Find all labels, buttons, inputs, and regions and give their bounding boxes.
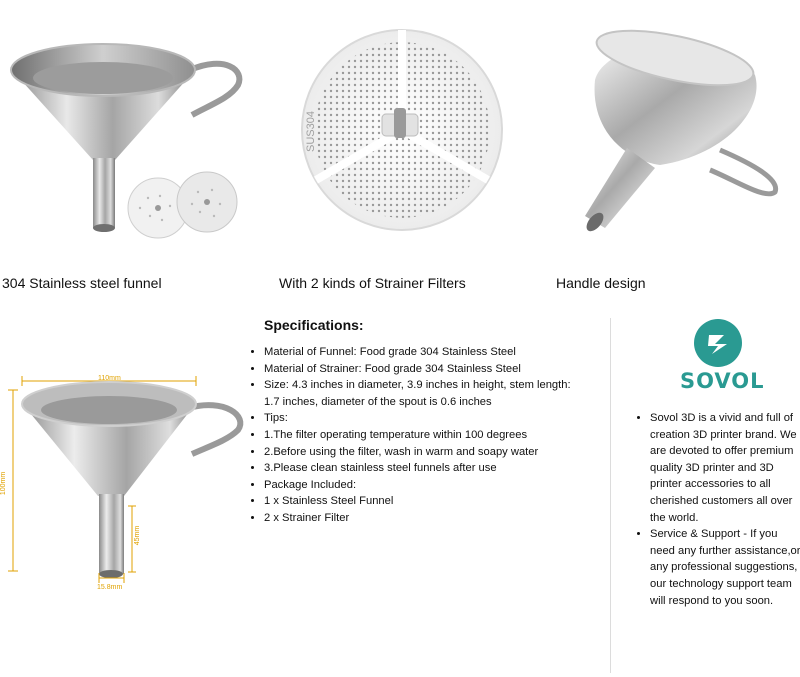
spec-item: • 3.Please clean stainless steel funnels after use: [264, 460, 574, 477]
specifications-list: [250, 344, 574, 527]
brand-name: SOVOL: [680, 369, 765, 393]
spec-item: • 1 x Stainless Steel Funnel: [264, 493, 574, 510]
strainer-filter-image: [298, 22, 508, 242]
sovol-logo-icon: [693, 318, 743, 368]
brand-info-item: • Service & Support - If you need any further assistance,or any professional suggestions, our technology support team will respond to you soon.: [650, 526, 800, 609]
height-label: 100mm: [0, 471, 8, 496]
spec-item: • Material of Funnel: Food grade 304 Stainless Steel: [264, 344, 574, 361]
width-label: 110mm: [98, 375, 121, 382]
brand-info-item: • Sovol 3D is a vivid and full of creation 3D printer brand. We are devoted to offer premium quality 3D printer and 3D printer accessories to all cherished customers all over the world.: [650, 410, 800, 526]
spout-length-label: 45mm: [134, 525, 142, 546]
spec-item: • Package Included:: [264, 477, 574, 494]
spout-diameter-label: 15.8mm: [97, 584, 123, 591]
spec-item: • 2 x Strainer Filter: [264, 510, 574, 527]
filter-stamp-text: SUS304: [305, 111, 317, 152]
dimension-diagram: [0, 368, 250, 598]
handle-design-image: [565, 20, 790, 250]
spec-item: • Tips:: [264, 410, 574, 427]
filters-caption: With 2 kinds of Strainer Filters: [279, 275, 466, 291]
handle-caption: Handle design: [556, 275, 646, 291]
spec-item: • 1.The filter operating temperature within 100 degrees: [264, 427, 574, 444]
funnel-caption: 304 Stainless steel funnel: [2, 275, 162, 291]
spec-item: • Material of Strainer: Food grade 304 Stainless Steel: [264, 361, 574, 378]
brand-info-list: [636, 410, 800, 609]
spec-item: • Size: 4.3 inches in diameter, 3.9 inches in height, stem length: 1.7 inches, diameter of the spout is 0.6 inches: [264, 377, 574, 410]
funnel-with-filters-image: [0, 20, 250, 250]
column-divider: [610, 318, 611, 673]
spec-item: • 2.Before using the filter, wash in warm and soapy water: [264, 444, 574, 461]
specifications-title: Specifications:: [264, 317, 364, 333]
